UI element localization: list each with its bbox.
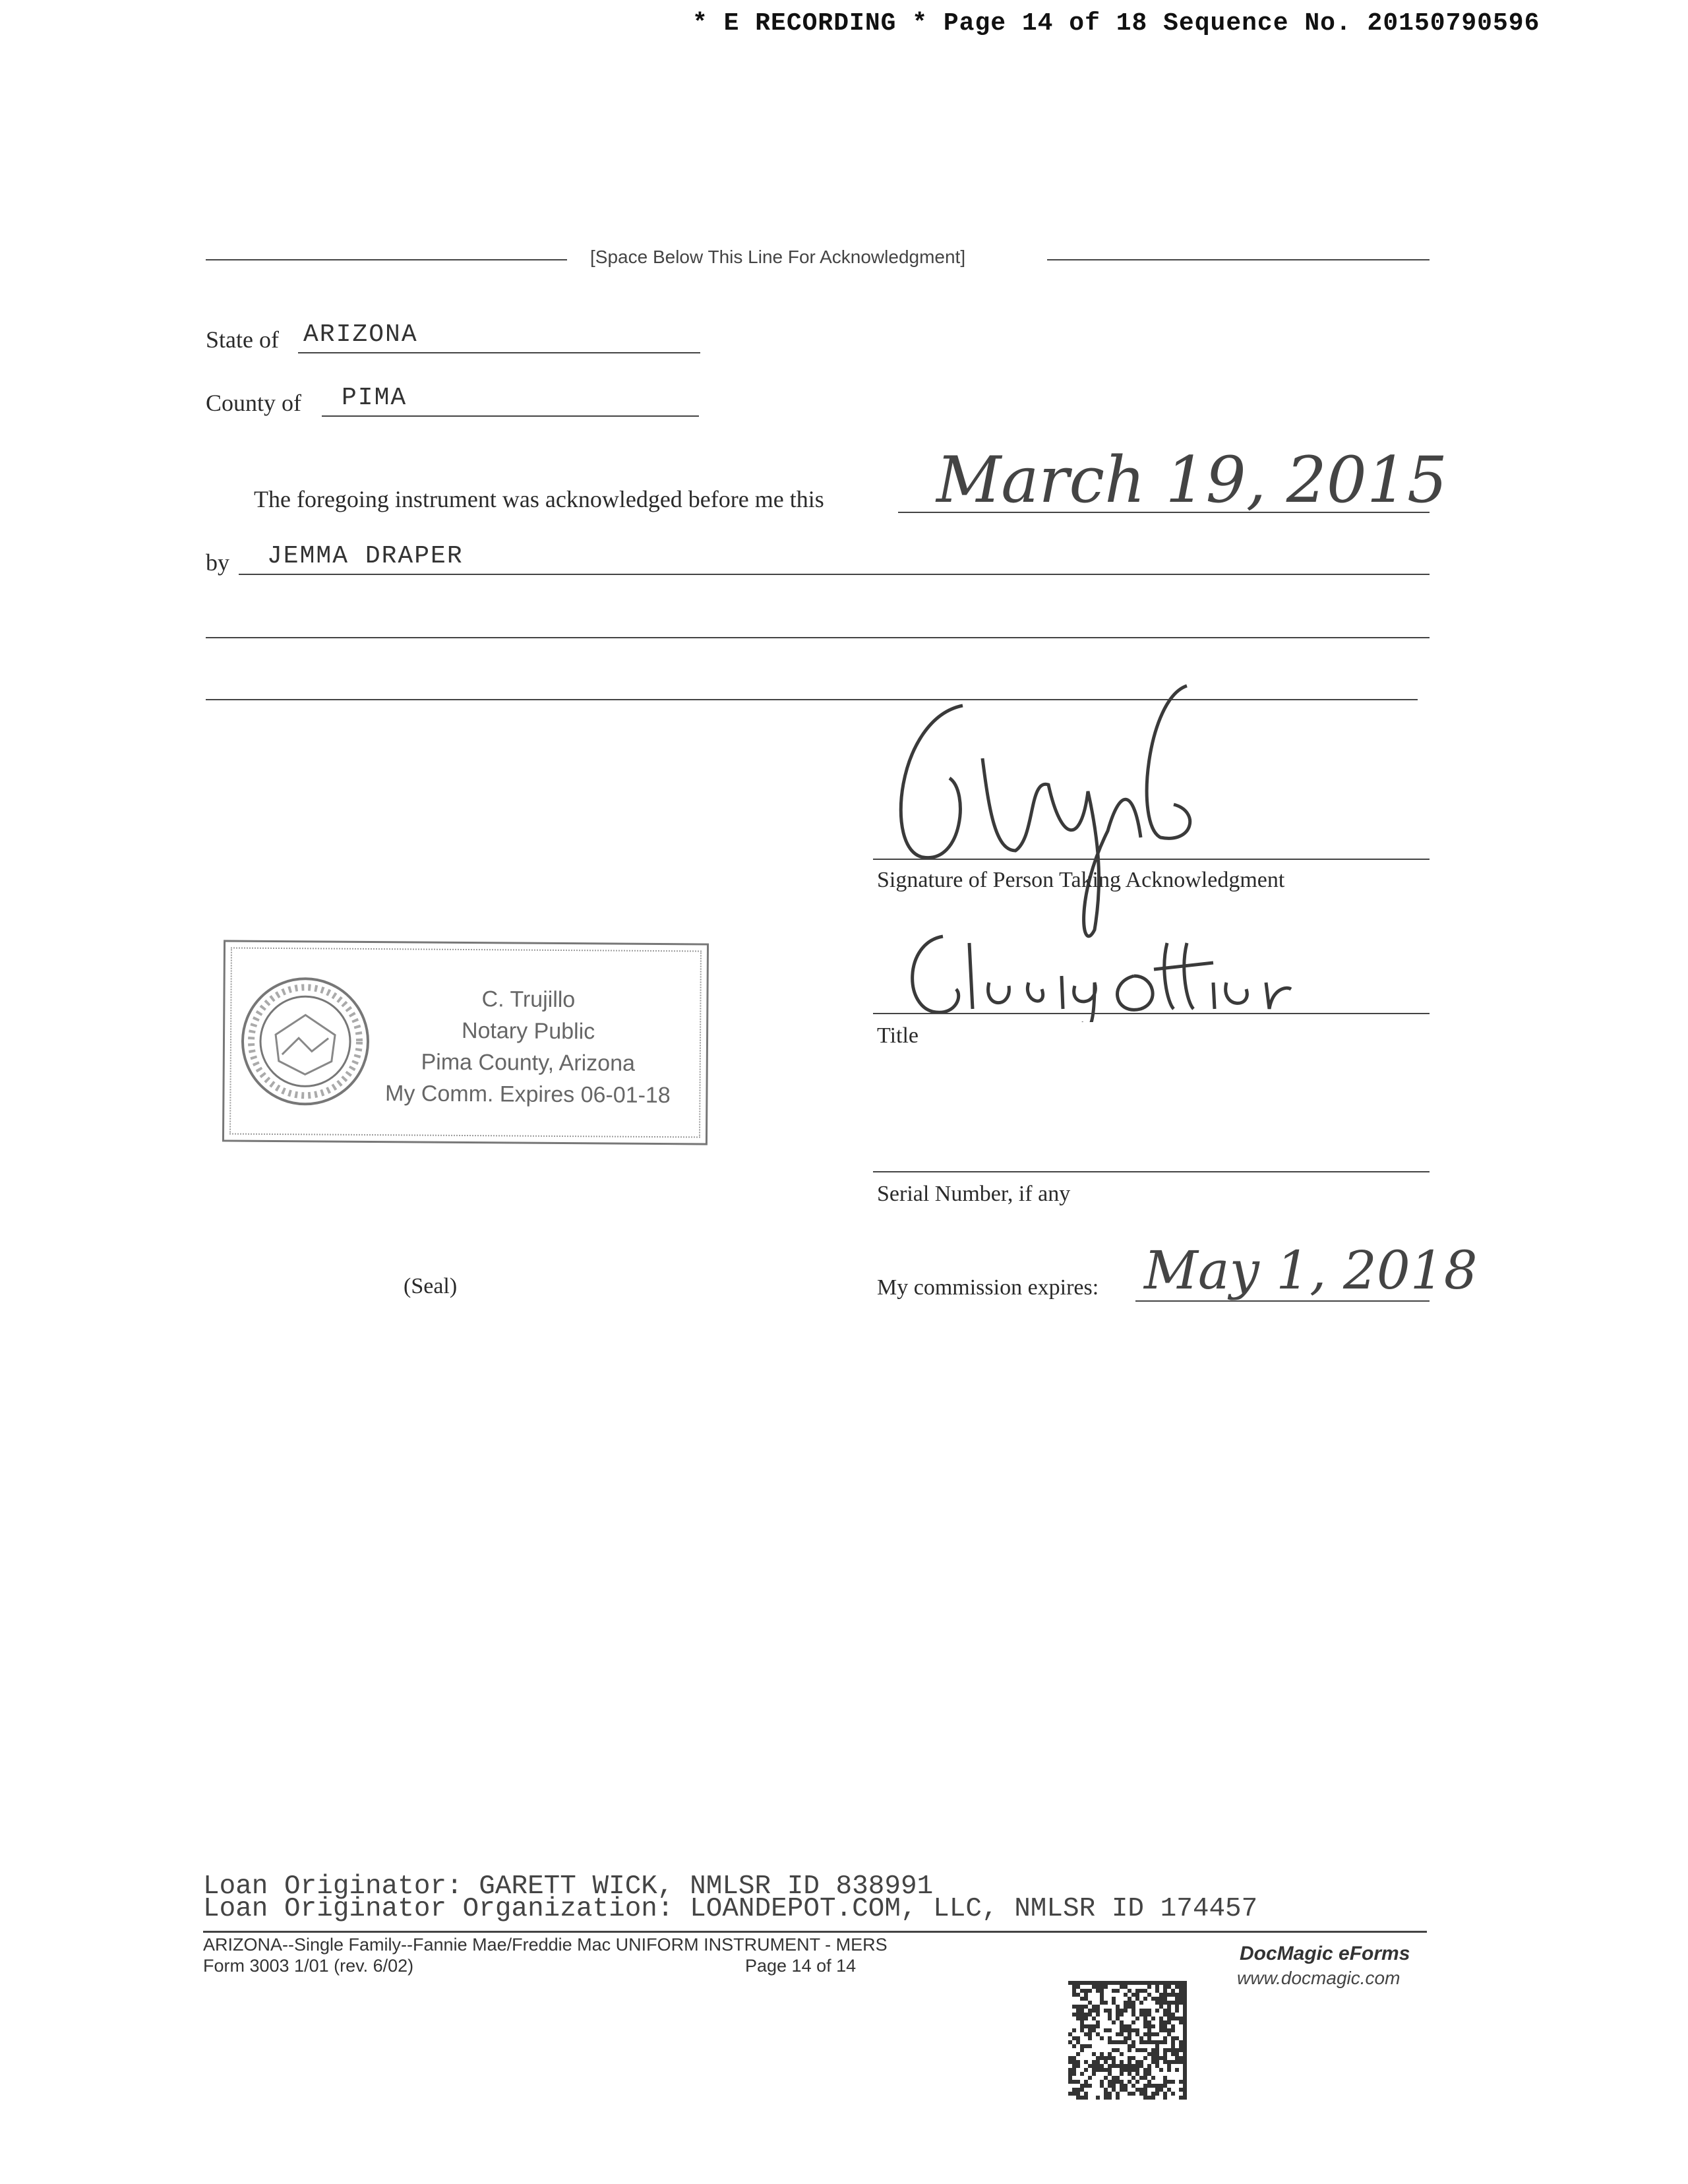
title-handwritten [897,923,1292,1022]
date-line [898,512,1430,513]
by-line [239,574,1430,575]
commission-label: My commission expires: [877,1275,1099,1300]
stamp-name: C. Trujillo [481,986,576,1013]
stamp-role: Notary Public [461,1017,595,1045]
title-caption: Title [877,1023,919,1048]
seal-label: (Seal) [404,1274,458,1298]
stamp-county: Pima County, Arizona [421,1049,636,1076]
serial-line [873,1171,1430,1172]
acknowledgment-date-handwritten: March 19, 2015 [936,443,1448,517]
form-number: Form 3003 1/01 (rev. 6/02) [203,1956,414,1976]
2d-barcode [1068,1981,1187,2100]
footer-page: Page 14 of 14 [745,1956,857,1976]
divider-left [206,259,567,260]
county-value: PIMA [342,384,407,412]
serial-caption: Serial Number, if any [877,1182,1071,1206]
signature-caption: Signature of Person Taking Acknowledgment [877,868,1285,892]
loan-originator-org: Loan Originator Organization: LOANDEPOT.COM, LLC, NMLSR ID 174457 [203,1894,1258,1924]
stamp-expires: My Comm. Expires 06-01-18 [384,1081,671,1108]
divider-right [1047,259,1430,260]
notary-signature [884,679,1253,956]
blank-line-1 [206,637,1430,638]
state-line [298,352,700,353]
divider-label: [Space Below This Line For Acknowledgment] [590,247,966,267]
notary-stamp [222,940,709,1145]
commission-handwritten: May 1, 2018 [1144,1240,1478,1301]
state-label: State of [206,326,279,353]
by-label: by [206,549,229,576]
docmagic-url: www.docmagic.com [1237,1968,1401,1988]
signature-line [873,859,1430,860]
loan-originator: Loan Originator: GARETT WICK, NMLSR ID 838991 [203,1871,934,1902]
recording-header: * E RECORDING * Page 14 of 18 Sequence No. 20150790596 [692,9,1540,38]
form-description: ARIZONA--Single Family--Fannie Mae/Freddie Mac UNIFORM INSTRUMENT - MERS [203,1935,888,1955]
county-label: County of [206,390,302,416]
docmagic-logo: DocMagic eForms [1240,1943,1410,1964]
commission-line [1135,1300,1430,1302]
footer-rule [203,1931,1427,1933]
state-value: ARIZONA [303,320,418,349]
by-value: JEMMA DRAPER [267,542,464,570]
county-line [322,415,699,417]
state-seal-icon [239,975,371,1108]
foregoing-text: The foregoing instrument was acknowledged before me this [254,486,824,512]
title-line [873,1013,1430,1014]
